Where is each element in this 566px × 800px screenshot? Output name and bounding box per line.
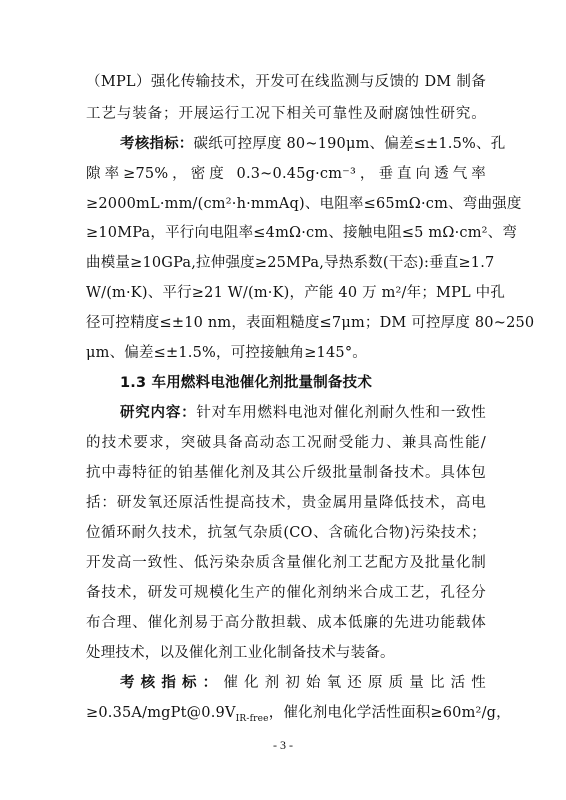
paragraph-line: 开发高一致性、低污染杂质含量催化剂工艺配方及批量化制 [86, 555, 486, 571]
paragraph-line: 工艺与装备；开展运行工况下相关可靠性及耐腐蚀性研究。 [86, 106, 486, 122]
paragraph-line: （MPL）强化传输技术，开发可在线监测与反馈的 DM 制备 [86, 74, 486, 90]
paragraph-line [120, 403, 486, 423]
paragraph-line: 处理技术，以及催化剂工业化制备技术与装备。 [86, 645, 395, 661]
paragraph-line: 布合理、催化剂易于高分散担载、成本低廉的先进功能载体 [86, 615, 486, 631]
research-label: 研究内容： [120, 404, 197, 421]
subscript-text: IR-free [235, 713, 269, 724]
paragraph-line [120, 673, 486, 693]
section-heading: 1.3 车用燃料电池催化剂批量制备技术 [120, 375, 373, 391]
line-text: 催化剂初始氧还原质量比活性 [223, 675, 486, 691]
paragraph-line: 备技术，研发可规模化生产的催化剂纳米合成工艺，孔径分 [86, 585, 486, 601]
paragraph-line: 径可控精度≤±10 nm，表面粗糙度≤7μm；DM 可控厚度 80~250 [86, 315, 535, 331]
line-text: 针对车用燃料电池对催化剂耐久性和一致性 [196, 405, 486, 421]
paragraph-line: ≥2000mL·mm/(cm²·h·mmAq)、电阻率≤65mΩ·cm、弯曲强度 [86, 196, 522, 212]
paragraph-line: 抗中毒特征的铂基催化剂及其公斤级批量制备技术。具体包 [86, 465, 486, 481]
paragraph-line: 括：研发氧还原活性提高技术，贵金属用量降低技术，高电 [86, 495, 486, 511]
paragraph-line: 隙率≥75%，密度 0.3~0.45g·cm⁻³，垂直向透气率 [86, 166, 486, 182]
paragraph-line: 位循环耐久技术，抗氢气杂质(CO、含硫化合物)污染技术； [86, 525, 486, 541]
line-text: ≥0.35A/mgPt@0.9V [86, 705, 236, 721]
line-text: ，催化剂电化学活性面积≥60m²/g， [268, 705, 511, 721]
kpi-label: 考核指标： [120, 135, 194, 152]
kpi-label: 考核指标： [120, 674, 224, 691]
paragraph-line: ≥10MPa，平行向电阻率≤4mΩ·cm、接触电阻≤5 mΩ·cm²、弯 [86, 225, 518, 241]
paragraph-line [120, 134, 506, 154]
paragraph-line [86, 703, 511, 729]
paragraph-line: W/(m·K)、平行≥21 W/(m·K)，产能 40 万 m²/年；MPL 中孔 [86, 285, 506, 301]
paragraph-line: 曲模量≥10GPa,拉伸强度≥25MPa,导热系数(干态):垂直≥1.7 [86, 255, 495, 271]
paragraph-line: μm、偏差≤±1.5%，可控接触角≥145°。 [86, 345, 367, 361]
page-number: - 3 - [273, 738, 293, 752]
paragraph-line: 的技术要求，突破具备高动态工况耐受能力、兼具高性能/ [86, 435, 486, 451]
line-text: 碳纸可控厚度 80~190μm、偏差≤±1.5%、孔 [193, 136, 506, 152]
